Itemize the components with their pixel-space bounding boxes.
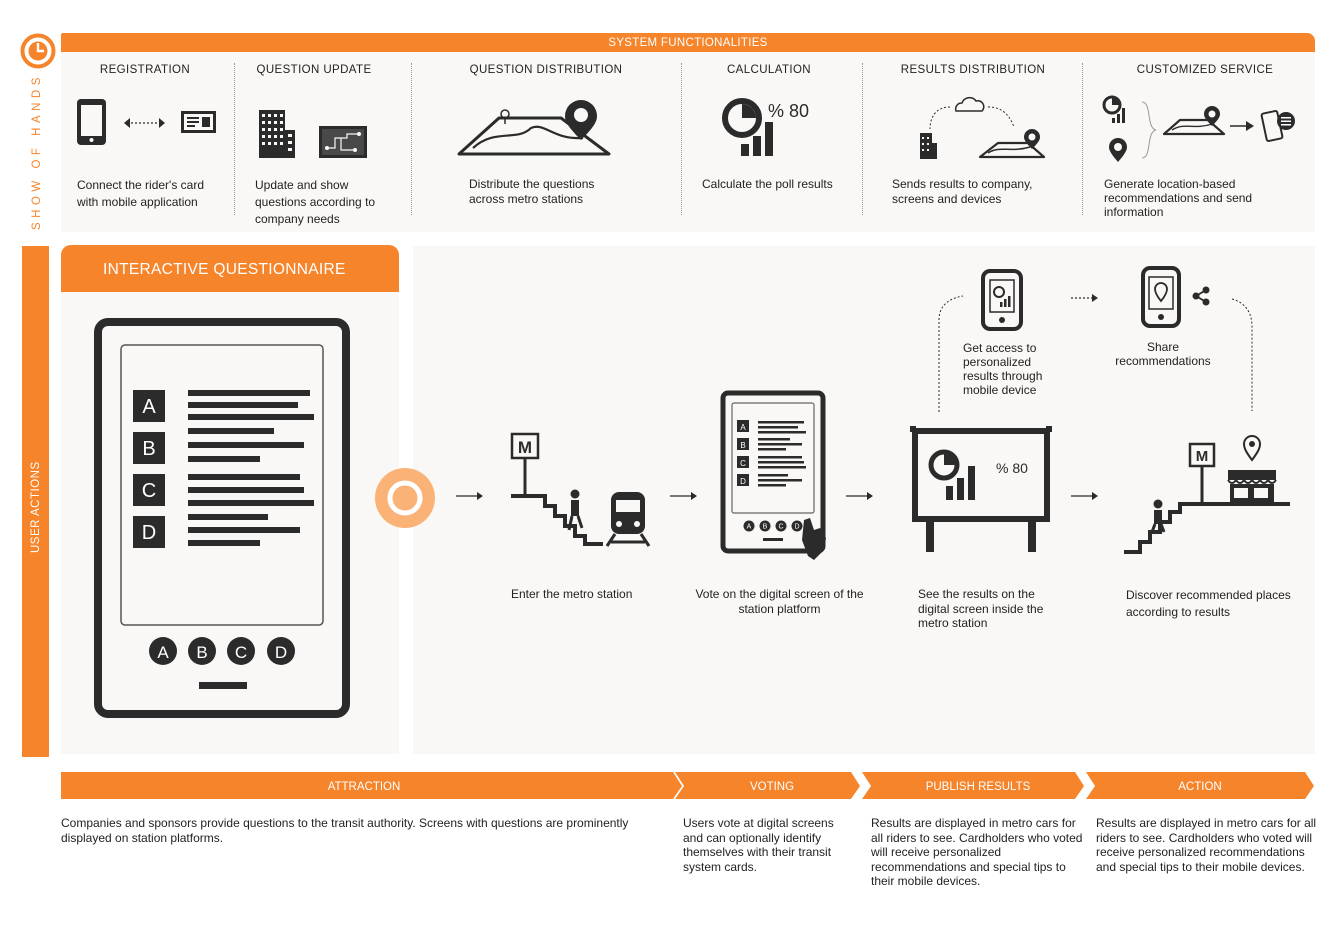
vote-button-a: A [746,523,752,531]
question-update-header: QUESTION UPDATE [256,64,372,76]
vote-button-b: B [762,523,768,531]
mobile-results-phone-icon [980,268,1024,332]
vote-button-d: D [794,523,800,531]
results-distribution-header: RESULTS DISTRIBUTION [900,64,1046,76]
phone-icon [77,99,106,145]
results-distribution-desc: Sends results to company, screens and devices [892,177,1033,206]
question-distribution-map [455,98,615,163]
separator [234,63,235,215]
registration-header: REGISTRATION [99,64,191,76]
answer-button-b[interactable]: B [196,643,208,662]
store-pin-icon [1244,436,1260,460]
answer-button-a[interactable]: A [157,643,169,662]
separator [862,63,863,215]
calculation-desc: Calculate the poll results [702,177,833,191]
phase-voting-label: VOTING [749,781,795,793]
registration-desc: Connect the rider's card with mobile application [77,178,205,209]
store-icon [1228,470,1276,504]
customized-service-header: CUSTOMIZED SERVICE [1136,64,1274,76]
customized-service-icons [1100,92,1305,167]
answer-letter-b: B [142,438,156,460]
vote-button-c: C [778,523,784,531]
transit-card-icon [181,111,216,133]
map-icon [1164,106,1224,134]
mobile-results-label: Get access to personalized results through mobile device [963,341,1043,397]
step-see-results-label: See the results on the digital screen inside the metro station [918,587,1044,630]
vote-letter-a: A [740,423,746,432]
answer-letter-a: A [142,396,156,418]
phase-attraction-desc: Companies and sponsors provide questions to the transit authority. Screens with questions are prominently displayed on station platforms. [61,816,629,845]
metro-entrance-illustration [505,430,655,550]
metro-sign-icon [1190,444,1214,504]
answer-letter-d: D [141,522,157,544]
stairs-icon [1124,504,1290,552]
cloud-icon [956,98,984,111]
phase-action-desc: Results are displayed in metro cars for all riders to see. Cardholders who voted will receive personalized recommendations and special tips to their mobile devices. [1096,816,1317,874]
system-functionalities-bar [61,33,1315,52]
office-building-icon [259,110,295,158]
metro-sign-letter-2: M [1195,448,1209,465]
calculation-header: CALCULATION [726,64,812,76]
questionnaire-title: INTERACTIVE QUESTIONNAIRE [103,261,346,278]
separator [1082,63,1083,215]
dotted-connector [1228,295,1258,415]
pie-chart-icon [725,101,759,135]
results-percent: % 80 [996,460,1028,476]
location-pin-icon [565,100,597,140]
question-update-desc: Update and show questions according to company needs [255,178,376,226]
results-board-illustration [908,420,1056,560]
mobile-share-label: Share recommendations [1115,340,1211,368]
mobile-share-phone-icon [1140,265,1215,329]
network-screen-icon [319,126,367,158]
phase-voting-desc: Users vote at digital screens and can optionally identify themselves with their transit system cards. [683,816,834,874]
building-icon [920,133,937,159]
flow-arrow-icon [1070,490,1100,502]
phase-action-label: ACTION [1178,781,1222,793]
answer-button-c[interactable]: C [234,643,248,662]
flow-arrow-icon [455,490,485,502]
answer-button-d[interactable]: D [274,643,288,662]
pin-icon [1109,138,1127,162]
metro-sign-letter: M [517,438,533,457]
phone-message-icon [1261,111,1295,142]
step-enter-metro-label: Enter the metro station [511,587,633,601]
separator [681,63,682,215]
arrow-right-icon [1230,121,1254,131]
user-actions-label: USER ACTIONS [30,461,42,553]
answer-letter-c: C [141,480,157,502]
brand-name: SHOW OF HANDS [31,73,43,230]
registration-icons [70,95,225,150]
question-distribution-header: QUESTION DISTRIBUTION [469,64,623,76]
step-vote-label: Vote on the digital screen of the station platform [695,587,864,616]
connector-circle-icon [374,467,436,529]
questionnaire-title-bar [61,245,399,292]
vote-letter-b: B [740,441,746,450]
phase-publish-label: PUBLISH RESULTS [925,781,1031,793]
double-arrow-icon [124,118,165,128]
small-map-icon [980,129,1044,157]
flow-arrow-icon [669,490,699,502]
brand-logo [20,33,56,69]
home-button [199,682,247,689]
results-screen-icon [910,426,1052,552]
train-icon [607,492,649,546]
flow-arrow-icon [1070,292,1100,304]
metro-sign-icon [512,434,538,496]
flow-arrow-icon [845,490,875,502]
separator [411,63,412,215]
share-icon [1193,287,1210,306]
results-distribution-icons [910,93,1055,165]
vote-letter-d: D [740,477,746,486]
vote-letter-c: C [740,459,746,468]
phase-publish-desc: Results are displayed in metro cars for all riders to see. Cardholders who voted will receive personalized recommendations and special tips to their mobile devices. [871,816,1083,888]
person-icon [569,490,582,531]
step-discover-label: Discover recommended places according to results [1126,588,1291,619]
chart-icon [1104,97,1125,123]
question-update-icons [255,100,375,162]
stairs-icon [511,496,603,544]
question-distribution-desc: Distribute the questions across metro stations [469,177,595,206]
discover-places-illustration [1120,428,1295,558]
system-functionalities-title: SYSTEM FUNCTIONALITIES [608,37,768,49]
phase-bar [61,772,1315,800]
customized-service-desc: Generate location-based recommendations and send information [1104,177,1253,219]
voting-tablet-illustration [718,390,838,565]
calculation-percent: % 80 [768,101,810,121]
phase-attraction-label: ATTRACTION [327,781,401,793]
questionnaire-tablet [94,318,350,718]
calculation-icons [718,92,818,162]
